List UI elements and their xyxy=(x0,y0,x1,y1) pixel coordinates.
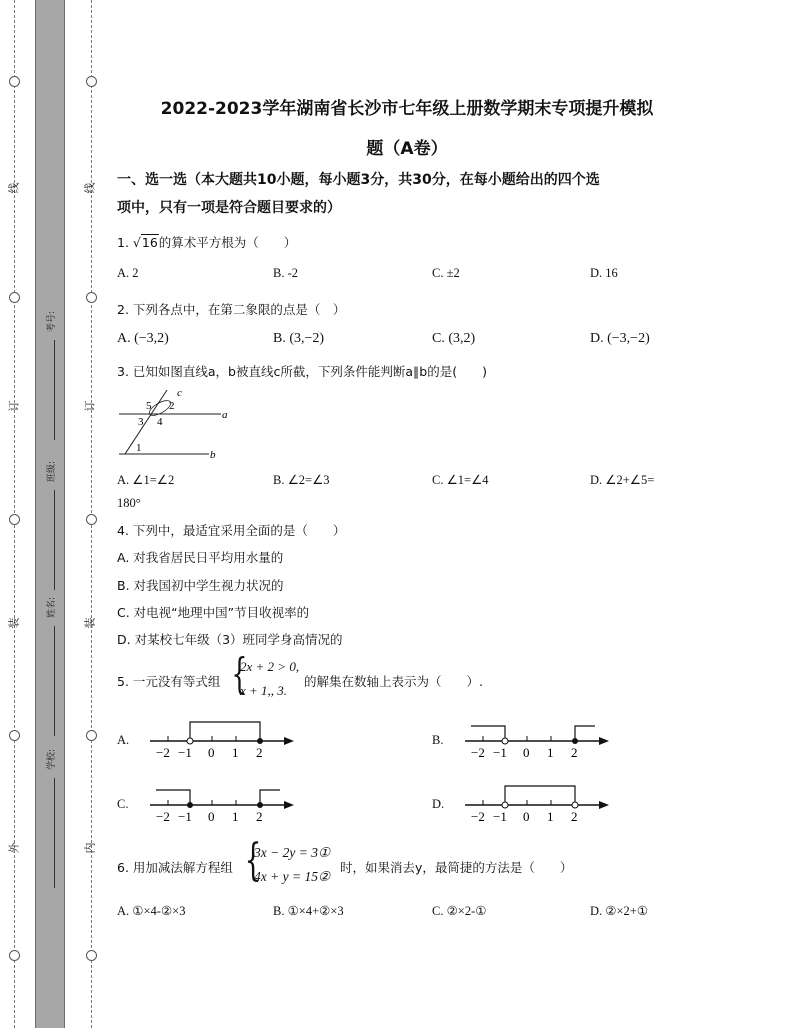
svg-text:−1: −1 xyxy=(493,809,507,824)
question-1-text: 的算术平方根为（ ） xyxy=(158,235,297,250)
sqrt-expression: √16 xyxy=(132,235,158,250)
svg-text:−1: −1 xyxy=(178,809,192,824)
q1-option-d[interactable]: D. 16 xyxy=(590,266,618,280)
section-heading-line2: 项中，只有一项是符合题目要求的） xyxy=(117,200,341,216)
exam-number-label: 考号: xyxy=(47,310,57,332)
label-5: 5 xyxy=(146,400,152,412)
section-heading xyxy=(117,166,677,222)
name-blank[interactable] xyxy=(54,626,55,736)
question-6-suffix: 时，如果消去y，最简捷的方法是（ ） xyxy=(340,860,573,875)
label-a: a xyxy=(222,409,228,421)
svg-text:0: 0 xyxy=(208,745,215,760)
q5-option-d-numberline[interactable] xyxy=(463,780,609,824)
label-b: b xyxy=(210,449,216,461)
margin-char: 订 xyxy=(7,400,21,412)
margin-char: 线 xyxy=(83,182,97,194)
binding-gutter xyxy=(35,0,65,1028)
inequality-1: 2x + 2 > 0, xyxy=(240,659,300,674)
q4-option-d[interactable]: D. 对某校七年级（3）班同学身高情况的 xyxy=(117,632,343,647)
section-heading-line1: 一、选一选（本大题共10小题，每小题3分，共30分，在每小题给出的四个选 xyxy=(117,172,600,188)
radicand: 16 xyxy=(141,235,158,250)
inequality-2: x + 1,, 3. xyxy=(240,683,288,698)
q5-option-c-letter[interactable]: C. xyxy=(117,797,129,811)
q1-option-c[interactable]: C. ±2 xyxy=(432,266,460,280)
svg-text:−2: −2 xyxy=(156,745,170,760)
svg-text:1: 1 xyxy=(547,745,554,760)
punch-hole xyxy=(9,730,20,741)
system-brace: { xyxy=(231,649,248,698)
q3-option-d-continuation: 180° xyxy=(117,496,141,510)
svg-text:−2: −2 xyxy=(471,745,485,760)
parallel-lines-figure xyxy=(117,384,233,462)
svg-text:1: 1 xyxy=(232,809,239,824)
question-5-suffix: 的解集在数轴上表示为（ ）. xyxy=(304,674,483,689)
margin-char: 外 xyxy=(7,842,21,854)
equation-1: 3x − 2y = 3① xyxy=(254,845,331,860)
punch-hole xyxy=(86,76,97,87)
punch-hole xyxy=(9,76,20,87)
svg-text:−1: −1 xyxy=(178,745,192,760)
svg-text:2: 2 xyxy=(571,809,578,824)
punch-hole xyxy=(86,514,97,525)
label-1: 1 xyxy=(136,442,142,454)
q5-option-a-numberline[interactable] xyxy=(148,716,294,760)
svg-text:2: 2 xyxy=(256,809,263,824)
q6-option-b[interactable]: B. ①×4+②×3 xyxy=(273,904,344,918)
q3-option-d[interactable]: D. ∠2+∠5= xyxy=(590,473,655,487)
punch-hole xyxy=(86,950,97,961)
q3-option-b[interactable]: B. ∠2=∠3 xyxy=(273,473,330,487)
label-4: 4 xyxy=(157,416,163,428)
margin-char: 装 xyxy=(7,617,21,629)
name-label: 姓名: xyxy=(47,596,57,618)
q4-option-a[interactable]: A. 对我省居民日平均用水量的 xyxy=(117,550,284,565)
question-1-number: 1. xyxy=(117,235,129,250)
label-2: 2 xyxy=(169,400,175,412)
svg-text:0: 0 xyxy=(208,809,215,824)
question-4: 4. 下列中，最适宜采用全面的是（ ） xyxy=(117,523,346,538)
q3-option-a[interactable]: A. ∠1=∠2 xyxy=(117,473,175,487)
class-label: 班级: xyxy=(47,460,57,482)
margin-char: 线 xyxy=(7,182,21,194)
svg-text:2: 2 xyxy=(571,745,578,760)
punch-hole xyxy=(9,950,20,961)
question-6-prefix: 6. 用加减法解方程组 xyxy=(117,860,233,875)
q6-option-c[interactable]: C. ②×2-① xyxy=(432,904,487,918)
punch-hole xyxy=(86,292,97,303)
q4-option-c[interactable]: C. 对电视“地理中国”节目收视率的 xyxy=(117,605,310,620)
svg-text:1: 1 xyxy=(232,745,239,760)
punch-hole xyxy=(9,292,20,303)
q6-option-d[interactable]: D. ②×2+① xyxy=(590,904,649,918)
svg-text:0: 0 xyxy=(523,745,530,760)
margin-char: 装 xyxy=(83,617,97,629)
svg-text:−1: −1 xyxy=(493,745,507,760)
exam-title-line2: 题（A卷） xyxy=(366,139,448,159)
question-5-prefix: 5. 一元没有等式组 xyxy=(117,674,221,689)
exam-title: 2022-2023学年湖南省长沙市七年级上册数学期末专项提升模拟 xyxy=(160,99,654,119)
exam-number-blank[interactable] xyxy=(54,340,55,440)
q3-option-c[interactable]: C. ∠1=∠4 xyxy=(432,473,489,487)
school-label: 学校: xyxy=(47,748,57,770)
label-3: 3 xyxy=(138,416,144,428)
question-3: 3. 已知如图直线a，b被直线c所截，下列条件能判断a∥b的是( ) xyxy=(117,364,487,379)
svg-text:1: 1 xyxy=(547,809,554,824)
q1-option-a[interactable]: A. 2 xyxy=(117,266,139,280)
q2-option-d[interactable]: D. (−3,−2) xyxy=(590,331,650,346)
svg-text:2: 2 xyxy=(256,745,263,760)
q2-option-b[interactable]: B. (3,−2) xyxy=(273,331,325,346)
q2-option-c[interactable]: C. (3,2) xyxy=(432,331,476,346)
q1-option-b[interactable]: B. -2 xyxy=(273,266,298,280)
school-blank[interactable] xyxy=(54,778,55,888)
svg-text:−2: −2 xyxy=(156,809,170,824)
svg-text:0: 0 xyxy=(523,809,530,824)
class-blank[interactable] xyxy=(54,490,55,590)
punch-hole xyxy=(86,730,97,741)
q2-option-a[interactable]: A. (−3,2) xyxy=(117,331,169,346)
q5-option-d-letter[interactable]: D. xyxy=(432,797,445,811)
label-c: c xyxy=(177,387,182,399)
svg-text:−2: −2 xyxy=(471,809,485,824)
question-2: 2. 下列各点中，在第二象限的点是（ ） xyxy=(117,302,346,317)
margin-char: 订 xyxy=(83,400,97,412)
q5-option-a-letter[interactable]: A. xyxy=(117,733,130,747)
margin-char: 内 xyxy=(83,842,97,854)
q4-option-b[interactable]: B. 对我国初中学生视力状况的 xyxy=(117,578,284,593)
q5-option-b-letter[interactable]: B. xyxy=(432,733,444,747)
equation-2: 4x + y = 15② xyxy=(254,869,331,884)
q5-option-c-numberline[interactable] xyxy=(148,780,294,824)
system-brace: { xyxy=(244,835,262,886)
question-1 xyxy=(117,233,296,251)
punch-hole xyxy=(9,514,20,525)
q6-option-a[interactable]: A. ①×4-②×3 xyxy=(117,904,186,918)
q5-option-b-numberline[interactable] xyxy=(463,716,609,760)
